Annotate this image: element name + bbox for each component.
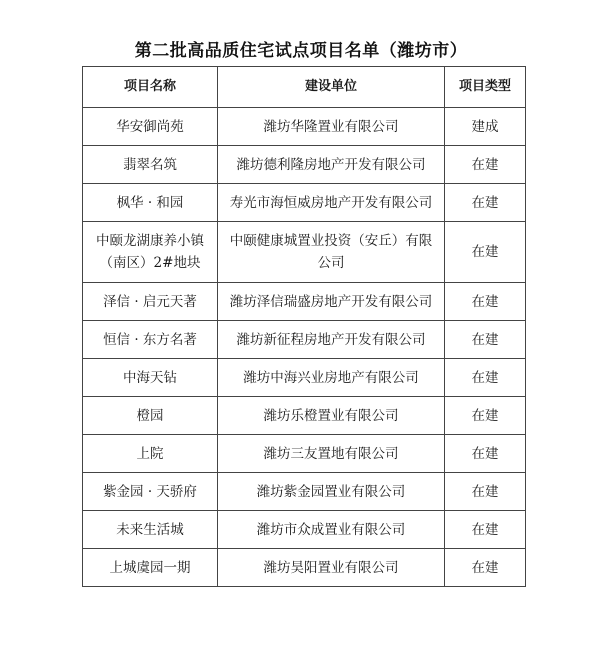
- header-construction-unit: 建设单位: [218, 67, 445, 108]
- project-name-cell: 华安御尚苑: [83, 108, 218, 146]
- construction-unit-cell: 潍坊昊阳置业有限公司: [218, 549, 445, 587]
- table-row: [83, 184, 526, 222]
- header-project-name: 项目名称: [83, 67, 218, 108]
- table-row: [83, 321, 526, 359]
- construction-unit-cell: 潍坊三友置地有限公司: [218, 435, 445, 473]
- project-type-cell: 在建: [445, 397, 526, 435]
- table-row: [83, 473, 526, 511]
- header-project-type: 项目类型: [445, 67, 526, 108]
- construction-unit-cell: 潍坊泽信瑞盛房地产开发有限公司: [218, 283, 445, 321]
- construction-unit-cell: 潍坊市众成置业有限公司: [218, 511, 445, 549]
- project-name-cell: 枫华 · 和园: [83, 184, 218, 222]
- table-row: [83, 435, 526, 473]
- project-type-cell: 在建: [445, 321, 526, 359]
- project-type-cell: 在建: [445, 549, 526, 587]
- construction-unit-cell: 潍坊新征程房地产开发有限公司: [218, 321, 445, 359]
- project-name-cell: 上院: [83, 435, 218, 473]
- construction-unit-cell: 潍坊华隆置业有限公司: [218, 108, 445, 146]
- project-name-cell: 泽信 · 启元天著: [83, 283, 218, 321]
- project-type-cell: 在建: [445, 511, 526, 549]
- project-type-cell: 在建: [445, 283, 526, 321]
- table-row: [83, 511, 526, 549]
- table-row: [83, 397, 526, 435]
- construction-unit-cell: 寿光市海恒威房地产开发有限公司: [218, 184, 445, 222]
- project-name-cell: 橙园: [83, 397, 218, 435]
- project-name-cell: 未来生活城: [83, 511, 218, 549]
- project-name-cell: 紫金园 · 天骄府: [83, 473, 218, 511]
- project-type-cell: 在建: [445, 435, 526, 473]
- project-name-cell: 翡翠名筑: [83, 146, 218, 184]
- project-list-table: [82, 66, 526, 587]
- table-row: [83, 283, 526, 321]
- project-type-cell: 在建: [445, 184, 526, 222]
- project-name-cell: 上城虞园一期: [83, 549, 218, 587]
- construction-unit-cell: 潍坊中海兴业房地产有限公司: [218, 359, 445, 397]
- table-row: [83, 222, 526, 283]
- construction-unit-cell: 中颐健康城置业投资（安丘）有限公司: [218, 222, 445, 283]
- project-name-cell: 中颐龙湖康养小镇（南区）2#地块: [83, 222, 218, 283]
- project-type-cell: 在建: [445, 146, 526, 184]
- project-name-cell: 中海天钻: [83, 359, 218, 397]
- table-row: [83, 359, 526, 397]
- project-type-cell: 在建: [445, 359, 526, 397]
- project-type-cell: 建成: [445, 108, 526, 146]
- table-row: [83, 549, 526, 587]
- project-type-cell: 在建: [445, 222, 526, 283]
- project-type-cell: 在建: [445, 473, 526, 511]
- construction-unit-cell: 潍坊德利隆房地产开发有限公司: [218, 146, 445, 184]
- table-row: [83, 146, 526, 184]
- table-row: [83, 108, 526, 146]
- project-name-cell: 恒信 · 东方名著: [83, 321, 218, 359]
- page-title: 第二批高品质住宅试点项目名单（潍坊市）: [134, 41, 468, 61]
- table-header-row: [83, 67, 526, 108]
- construction-unit-cell: 潍坊乐橙置业有限公司: [218, 397, 445, 435]
- construction-unit-cell: 潍坊紫金园置业有限公司: [218, 473, 445, 511]
